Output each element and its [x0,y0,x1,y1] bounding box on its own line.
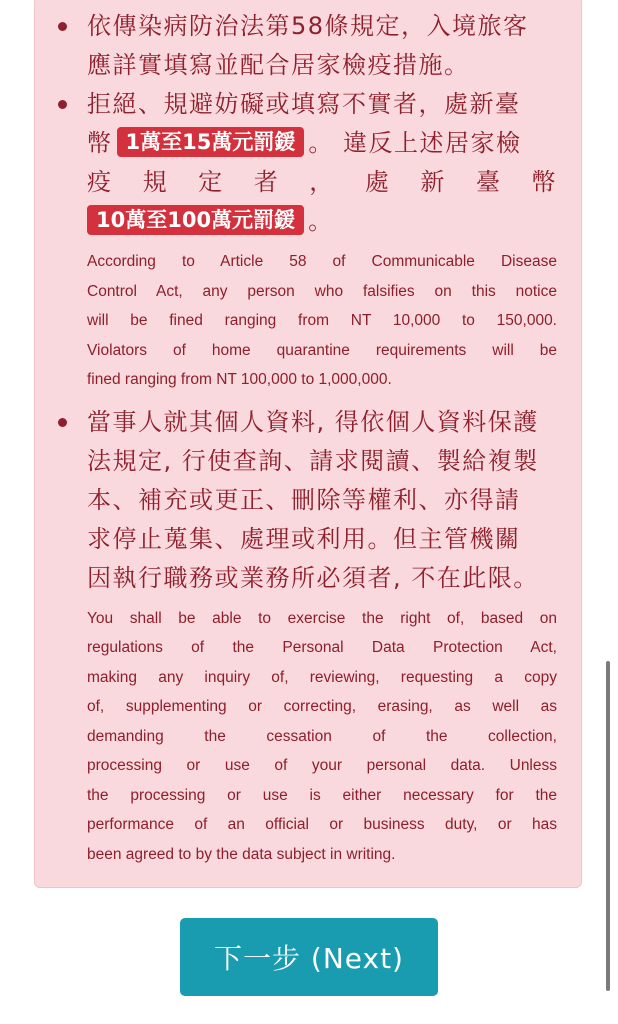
notice-item-personal-data [55,403,557,870]
text-line: performance of an official or business duty, or has [87,816,557,833]
text-line: 應詳實填寫並配合居家檢疫措施。 [87,51,470,79]
text-line: 當事人就其個人資料, 得依個人資料保護 [87,407,539,436]
text-char: 者 [253,168,280,196]
fine-badge-2: 10萬至100萬元罰鍰 [87,205,304,235]
text-line [87,124,557,163]
notice-box [34,0,582,888]
text-line: Violators of home quarantine requirements will be [87,341,557,359]
text-fragment: 幣 [87,129,113,157]
text-line: 法規定, 行使查詢、請求閱讀、製給複製 [87,446,539,475]
text-line: been agreed to by the data subject in writing. [87,845,396,863]
text-line: According to Article 58 of Communicable Disease [87,253,557,270]
text-char: 處 [364,168,391,196]
text-line: making any inquiry of, reviewing, requesting a copy [87,668,557,686]
notice-text-zh [87,85,557,241]
text-line: 求停止蒐集、處理或利用。但主管機關 [87,524,521,553]
text-line [87,202,557,241]
text-fragment: 。 違反上述居家檢 [308,129,522,157]
text-char: 幣 [531,168,557,196]
text-line: will be fined ranging from NT 10,000 to 150,000. [87,312,557,329]
scrollbar[interactable] [606,661,610,991]
bullet-icon [58,100,67,109]
text-line: 依傳染病防治法第58條規定，入境旅客 [87,12,529,40]
text-line: of, supplementing or correcting, erasing, as well as [87,698,557,715]
notice-text-zh [87,7,557,85]
text-line: 本、補充或更正、刪除等權利、亦得請 [87,485,521,514]
text-line: 因執行職務或業務所必須者, 不在此限。 [87,563,539,592]
text-line-spread [87,163,557,202]
notice-item-quarantine-rule [55,7,557,85]
notice-text-en [87,604,557,870]
text-char: 臺 [475,168,502,196]
text-char: 規 [142,168,169,196]
text-line: the processing or use is either necessary for the [87,786,557,804]
text-char: 定 [198,168,224,196]
text-line: Control Act, any person who falsifies on this notice [87,282,557,300]
bullet-icon [58,418,67,427]
text-line: processing or use of your personal data. Unless [87,757,557,774]
bullet-icon [58,22,67,31]
text-fragment: 。 [308,207,334,235]
text-line: demanding the cessation of the collection, [87,727,557,745]
text-line: fined ranging from NT 100,000 to 1,000,000. [87,371,392,388]
text-char: 疫 [87,168,113,196]
text-line: You shall be able to exercise the right of, based on [87,609,557,627]
notice-item-penalty [55,85,557,395]
fine-badge-1: 1萬至15萬元罰鍰 [117,127,305,157]
notice-text-zh [87,403,557,598]
text-line: 拒絕、規避妨礙或填寫不實者，處新臺 [87,90,521,118]
text-char: ， [309,168,335,196]
next-button[interactable]: 下一步 (Next) [180,918,438,996]
notice-text-en [87,247,557,395]
text-line: regulations of the Personal Data Protection Act, [87,639,557,656]
text-char: 新 [420,168,446,196]
